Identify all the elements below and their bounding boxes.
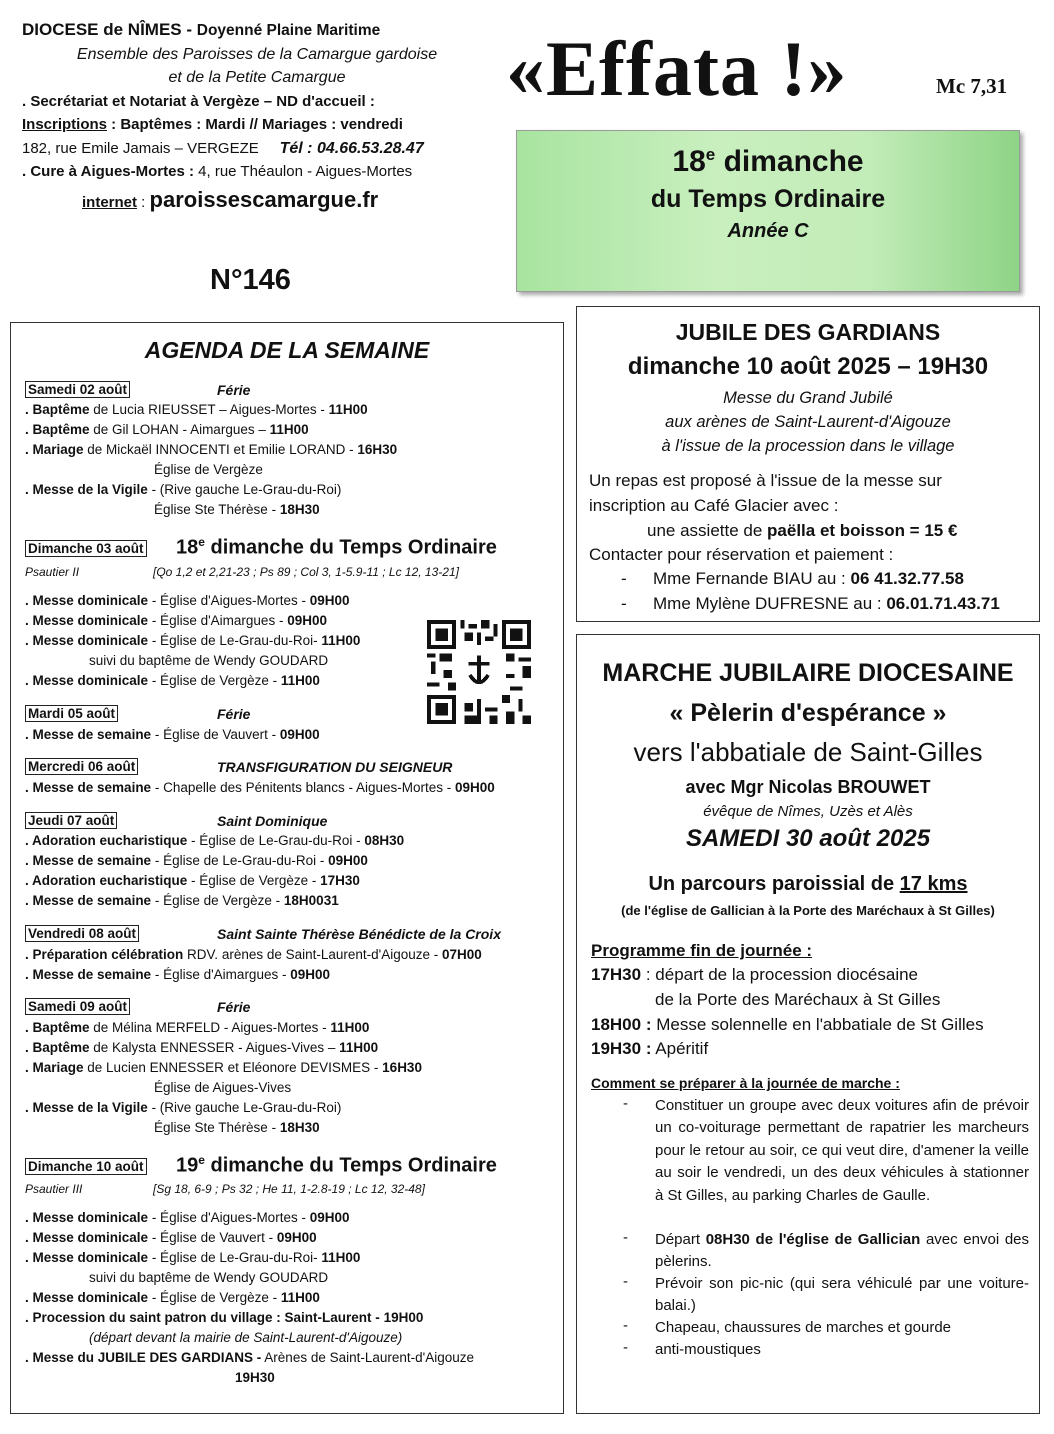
internet-sep: : [137, 193, 150, 211]
feast-name: TRANSFIGURATION DU SEIGNEUR [217, 759, 453, 775]
sunday-banner [516, 130, 1020, 292]
prep-item: Chapeau, chaussures de marches et gourde [655, 1319, 952, 1336]
jubile-info: Messe du Grand Jubilé [723, 389, 893, 407]
sunday-heading: 19e dimanche du Temps Ordinaire [176, 1153, 497, 1177]
gospel-reference: Mc 7,31 [936, 74, 1008, 98]
dash-bullet: - [621, 594, 627, 613]
secretariat-line: . Secrétariat et Notariat à Vergèze – ND d'accueil : [22, 92, 375, 110]
agenda-entry: 19H30 [235, 1370, 275, 1385]
liturgical-year: Année C [727, 220, 809, 242]
day-date: Jeudi 07 août [25, 812, 117, 829]
agenda-entry: . Messe de semaine - Chapelle des Pénitents blancs - Aigues-Mortes - 09H00 [25, 780, 495, 795]
meal-text: Un repas est proposé à l'issue de la messe sur [589, 471, 942, 490]
meal-text: inscription au Café Glacier avec : [589, 496, 839, 515]
feast-name: Saint Sainte Thérèse Bénédicte de la Croix [217, 926, 501, 942]
dash-bullet: - [623, 1229, 628, 1246]
agenda-entry: suivi du baptême de Wendy GOUDARD [89, 653, 329, 668]
contact-entry: Mme Mylène DUFRESNE au : 06.01.71.43.71 [653, 594, 1000, 613]
dash-bullet: - [623, 1273, 628, 1290]
feast-name: Férie [217, 382, 251, 398]
agenda-entry: . Messe dominicale - Église de Vergèze - 11H00 [25, 1290, 320, 1305]
jubile-box [576, 306, 1040, 622]
issue-number: N°146 [210, 264, 291, 296]
sunday-num: 18 [672, 145, 706, 178]
agenda-entry: . Messe de la Vigile - (Rive gauche Le-Grau-du-Roi) [25, 1100, 342, 1115]
dash-bullet: - [623, 1317, 628, 1334]
cure-label: . Cure à Aigues-Mortes : [22, 163, 194, 180]
cure-line [22, 160, 492, 184]
marche-title: MARCHE JUBILAIRE DIOCESAINE [602, 659, 1014, 687]
agenda-entry: suivi du baptême de Wendy GOUDARD [89, 1270, 329, 1285]
agenda-entry: . Mariage de Mickaël INNOCENTI et Emilie LORAND - 16H30 [25, 442, 398, 457]
contact-entry: Mme Fernande BIAU au : 06 41.32.77.58 [653, 569, 964, 588]
agenda-entry: . Procession du saint patron du village : Saint-Laurent - 19H00 [25, 1310, 424, 1325]
doyenne-name: Doyenné Plaine Maritime [196, 22, 381, 39]
agenda-entry: . Messe de semaine - Église de Vergèze - 18H0031 [25, 893, 339, 908]
programme-item: 19H30 : Apéritif [591, 1039, 709, 1058]
jubile-info: à l'issue de la procession dans le village [661, 437, 955, 455]
programme-item: 18H00 : Messe solennelle en l'abbatiale de St Gilles [591, 1015, 984, 1034]
cure-address: 4, rue Théaulon - Aigues-Mortes [193, 163, 413, 180]
prep-item: anti-moustiques [655, 1341, 761, 1358]
ensemble-line-1: Ensemble des Paroisses de la Camargue gardoise [76, 45, 438, 63]
day-date: Samedi 09 août [25, 998, 130, 1015]
sunday-line2: du Temps Ordinaire [650, 185, 886, 213]
agenda-entry: . Préparation célébration RDV. arènes de Saint-Laurent-d'Aigouze - 07H00 [25, 947, 482, 962]
marche-box [576, 634, 1040, 1414]
jubile-date: dimanche 10 août 2025 – 19H30 [627, 353, 989, 380]
feast-name: Férie [217, 999, 251, 1015]
agenda-entry: . Messe dominicale - Église de Vauvert - 09H00 [25, 1230, 317, 1245]
agenda-entry: . Adoration eucharistique - Église de Le-Grau-du-Roi - 08H30 [25, 833, 405, 848]
marche-with: avec Mgr Nicolas BROUWET [685, 777, 931, 797]
agenda-entry: . Messe de la Vigile - (Rive gauche Le-Grau-du-Roi) [25, 482, 342, 497]
agenda-entry: . Adoration eucharistique - Église de Vergèze - 17H30 [25, 873, 360, 888]
prep-item: Prévoir son pic-nic (qui sera véhiculé par une voiture-balai.) [655, 1275, 1029, 1315]
day-label [25, 1159, 147, 1174]
diocese-line: DIOCESE de NÎMES - Doyenné Plaine Maritime [22, 20, 381, 39]
day-label [25, 759, 138, 774]
programme-item: 17H30 : départ de la procession diocésaine [591, 965, 919, 984]
marche-destination: vers l'abbatiale de Saint-Gilles [633, 737, 983, 767]
marche-date: SAMEDI 30 août 2025 [685, 825, 931, 852]
agenda-entry: . Baptême de Kalysta ENNESSER - Aigues-Vives – 11H00 [25, 1040, 379, 1055]
parish-header [22, 18, 492, 214]
day-date: Vendredi 08 août [25, 925, 139, 942]
prep-title: Comment se préparer à la journée de marche : [591, 1075, 900, 1091]
jubile-info: aux arènes de Saint-Laurent-d'Aigouze [665, 413, 951, 431]
feast-name: Férie [217, 706, 251, 722]
day-label [25, 706, 118, 721]
day-date: Dimanche 03 août [25, 540, 147, 557]
qr-code[interactable] [427, 620, 531, 724]
agenda-entry: . Messe dominicale - Église d'Aigues-Mortes - 09H00 [25, 1210, 350, 1225]
agenda-entry: . Messe du JUBILE DES GARDIANS - Arènes de Saint-Laurent-d'Aigouze [25, 1350, 475, 1365]
marche-subtitle: « Pèlerin d'espérance » [669, 699, 947, 727]
contact-text: Contacter pour réservation et paiement : [589, 545, 894, 564]
agenda-entry: Église de Vergèze [154, 462, 263, 477]
programme-item: de la Porte des Maréchaux à St Gilles [655, 990, 941, 1009]
agenda-entry: Église Ste Thérèse - 18H30 [154, 1120, 320, 1135]
day-label [25, 541, 147, 556]
agenda-entry: Église de Aigues-Vives [154, 1080, 292, 1095]
address-line [22, 137, 492, 161]
jubile-title: JUBILE DES GARDIANS [675, 319, 941, 345]
agenda-entry: . Baptême de Gil LOHAN - Aimargues – 11H00 [25, 422, 309, 437]
parcours-line: Un parcours paroissial de 17 kms [648, 873, 968, 895]
inscriptions-line [22, 113, 492, 137]
readings: [Sg 18, 6-9 ; Ps 32 ; He 11, 1-2.8-19 ; Lc 12, 32-48] [153, 1182, 425, 1196]
readings: [Qo 1,2 et 2,21-23 ; Ps 89 ; Col 3, 1-5.9-11 ; Lc 12, 13-21] [153, 565, 459, 579]
sunday-rest: dimanche [715, 145, 864, 178]
phone-number: Tél : 04.66.53.28.47 [279, 139, 424, 157]
internet-label: internet [82, 193, 138, 211]
agenda-entry: . Messe de semaine - Église de Le-Grau-du-Roi - 09H00 [25, 853, 368, 868]
ensemble-line-2: et de la Petite Camargue [168, 69, 346, 86]
agenda-entry: . Baptême de Lucia RIEUSSET – Aigues-Mortes - 11H00 [25, 402, 368, 417]
agenda-entry: . Messe de semaine - Église d'Aimargues - 09H00 [25, 967, 331, 982]
agenda-entry: . Messe dominicale - Église de Le-Grau-du-Roi- 11H00 [25, 633, 361, 648]
day-label [25, 999, 130, 1014]
meal-price: une assiette de paëlla et boisson = 15 € [647, 521, 958, 540]
day-label [25, 382, 130, 397]
website-link[interactable]: paroissescamargue.fr [149, 186, 379, 212]
psautier: Psautier II [25, 565, 80, 579]
agenda-entry: . Messe dominicale - Église de Vergèze - 11H00 [25, 673, 320, 688]
feast-name: Saint Dominique [217, 813, 328, 829]
agenda-entry: . Messe dominicale - Église d'Aigues-Mortes - 09H00 [25, 593, 350, 608]
inscriptions-text: : Baptêmes : Mardi // Mariages : vendredi [107, 116, 403, 133]
bishop-title: évêque de Nîmes, Uzès et Alès [703, 803, 913, 820]
day-date: Dimanche 10 août [25, 1158, 147, 1175]
agenda-box [10, 322, 564, 1414]
dash-bullet: - [621, 569, 627, 588]
agenda-title: AGENDA DE LA SEMAINE [144, 337, 430, 363]
psautier: Psautier III [25, 1182, 83, 1196]
main-title: «Effata !» [506, 25, 848, 112]
day-label [25, 813, 117, 828]
day-date: Samedi 02 août [25, 381, 130, 398]
day-label [25, 926, 139, 941]
sunday-title [517, 145, 1019, 179]
agenda-entry: . Messe de semaine - Église de Vauvert - 09H00 [25, 727, 320, 742]
inscriptions-label: Inscriptions [22, 116, 108, 133]
day-date: Mardi 05 août [25, 705, 118, 722]
agenda-entry: . Messe dominicale - Église de Le-Grau-du-Roi- 11H00 [25, 1250, 361, 1265]
parcours-route: (de l'église de Gallician à la Porte des Maréchaux à St Gilles) [621, 903, 995, 918]
agenda-entry: (départ devant la mairie de Saint-Laurent-d'Aigouze) [89, 1330, 403, 1345]
programme-title: Programme fin de journée : [591, 941, 813, 960]
day-date: Mercredi 06 août [25, 758, 138, 775]
internet-line [22, 188, 492, 215]
dash-bullet: - [623, 1095, 628, 1112]
agenda-entry: . Baptême de Mélina MERFELD - Aigues-Mortes - 11H00 [25, 1020, 370, 1035]
prep-item: Constituer un groupe avec deux voitures afin de prévoir un co-voiturage permettant de rapatrier les marcheurs pour le retour au soir, ce qui veut dire, d'amener la veille au soir le vendredi, un des deux véhicules à stationner à St Gilles, au parking Charles de Gaulle. [655, 1097, 1029, 1204]
sunday-sup: e [705, 145, 716, 164]
dash-bullet: - [623, 1339, 628, 1356]
sunday-heading: 18e dimanche du Temps Ordinaire [176, 535, 497, 559]
agenda-entry: Église Ste Thérèse - 18H30 [154, 502, 320, 517]
address: 182, rue Emile Jamais – VERGEZE [22, 139, 259, 157]
prep-item: Départ 08H30 de l'église de Gallician avec envoi des pèlerins. [655, 1231, 1030, 1271]
agenda-entry: . Mariage de Lucien ENNESSER et Eléonore DEVISMES - 16H30 [25, 1060, 422, 1075]
diocese-name: DIOCESE de NÎMES [22, 20, 182, 39]
agenda-entry: . Messe dominicale - Église d'Aimargues - 09H00 [25, 613, 327, 628]
